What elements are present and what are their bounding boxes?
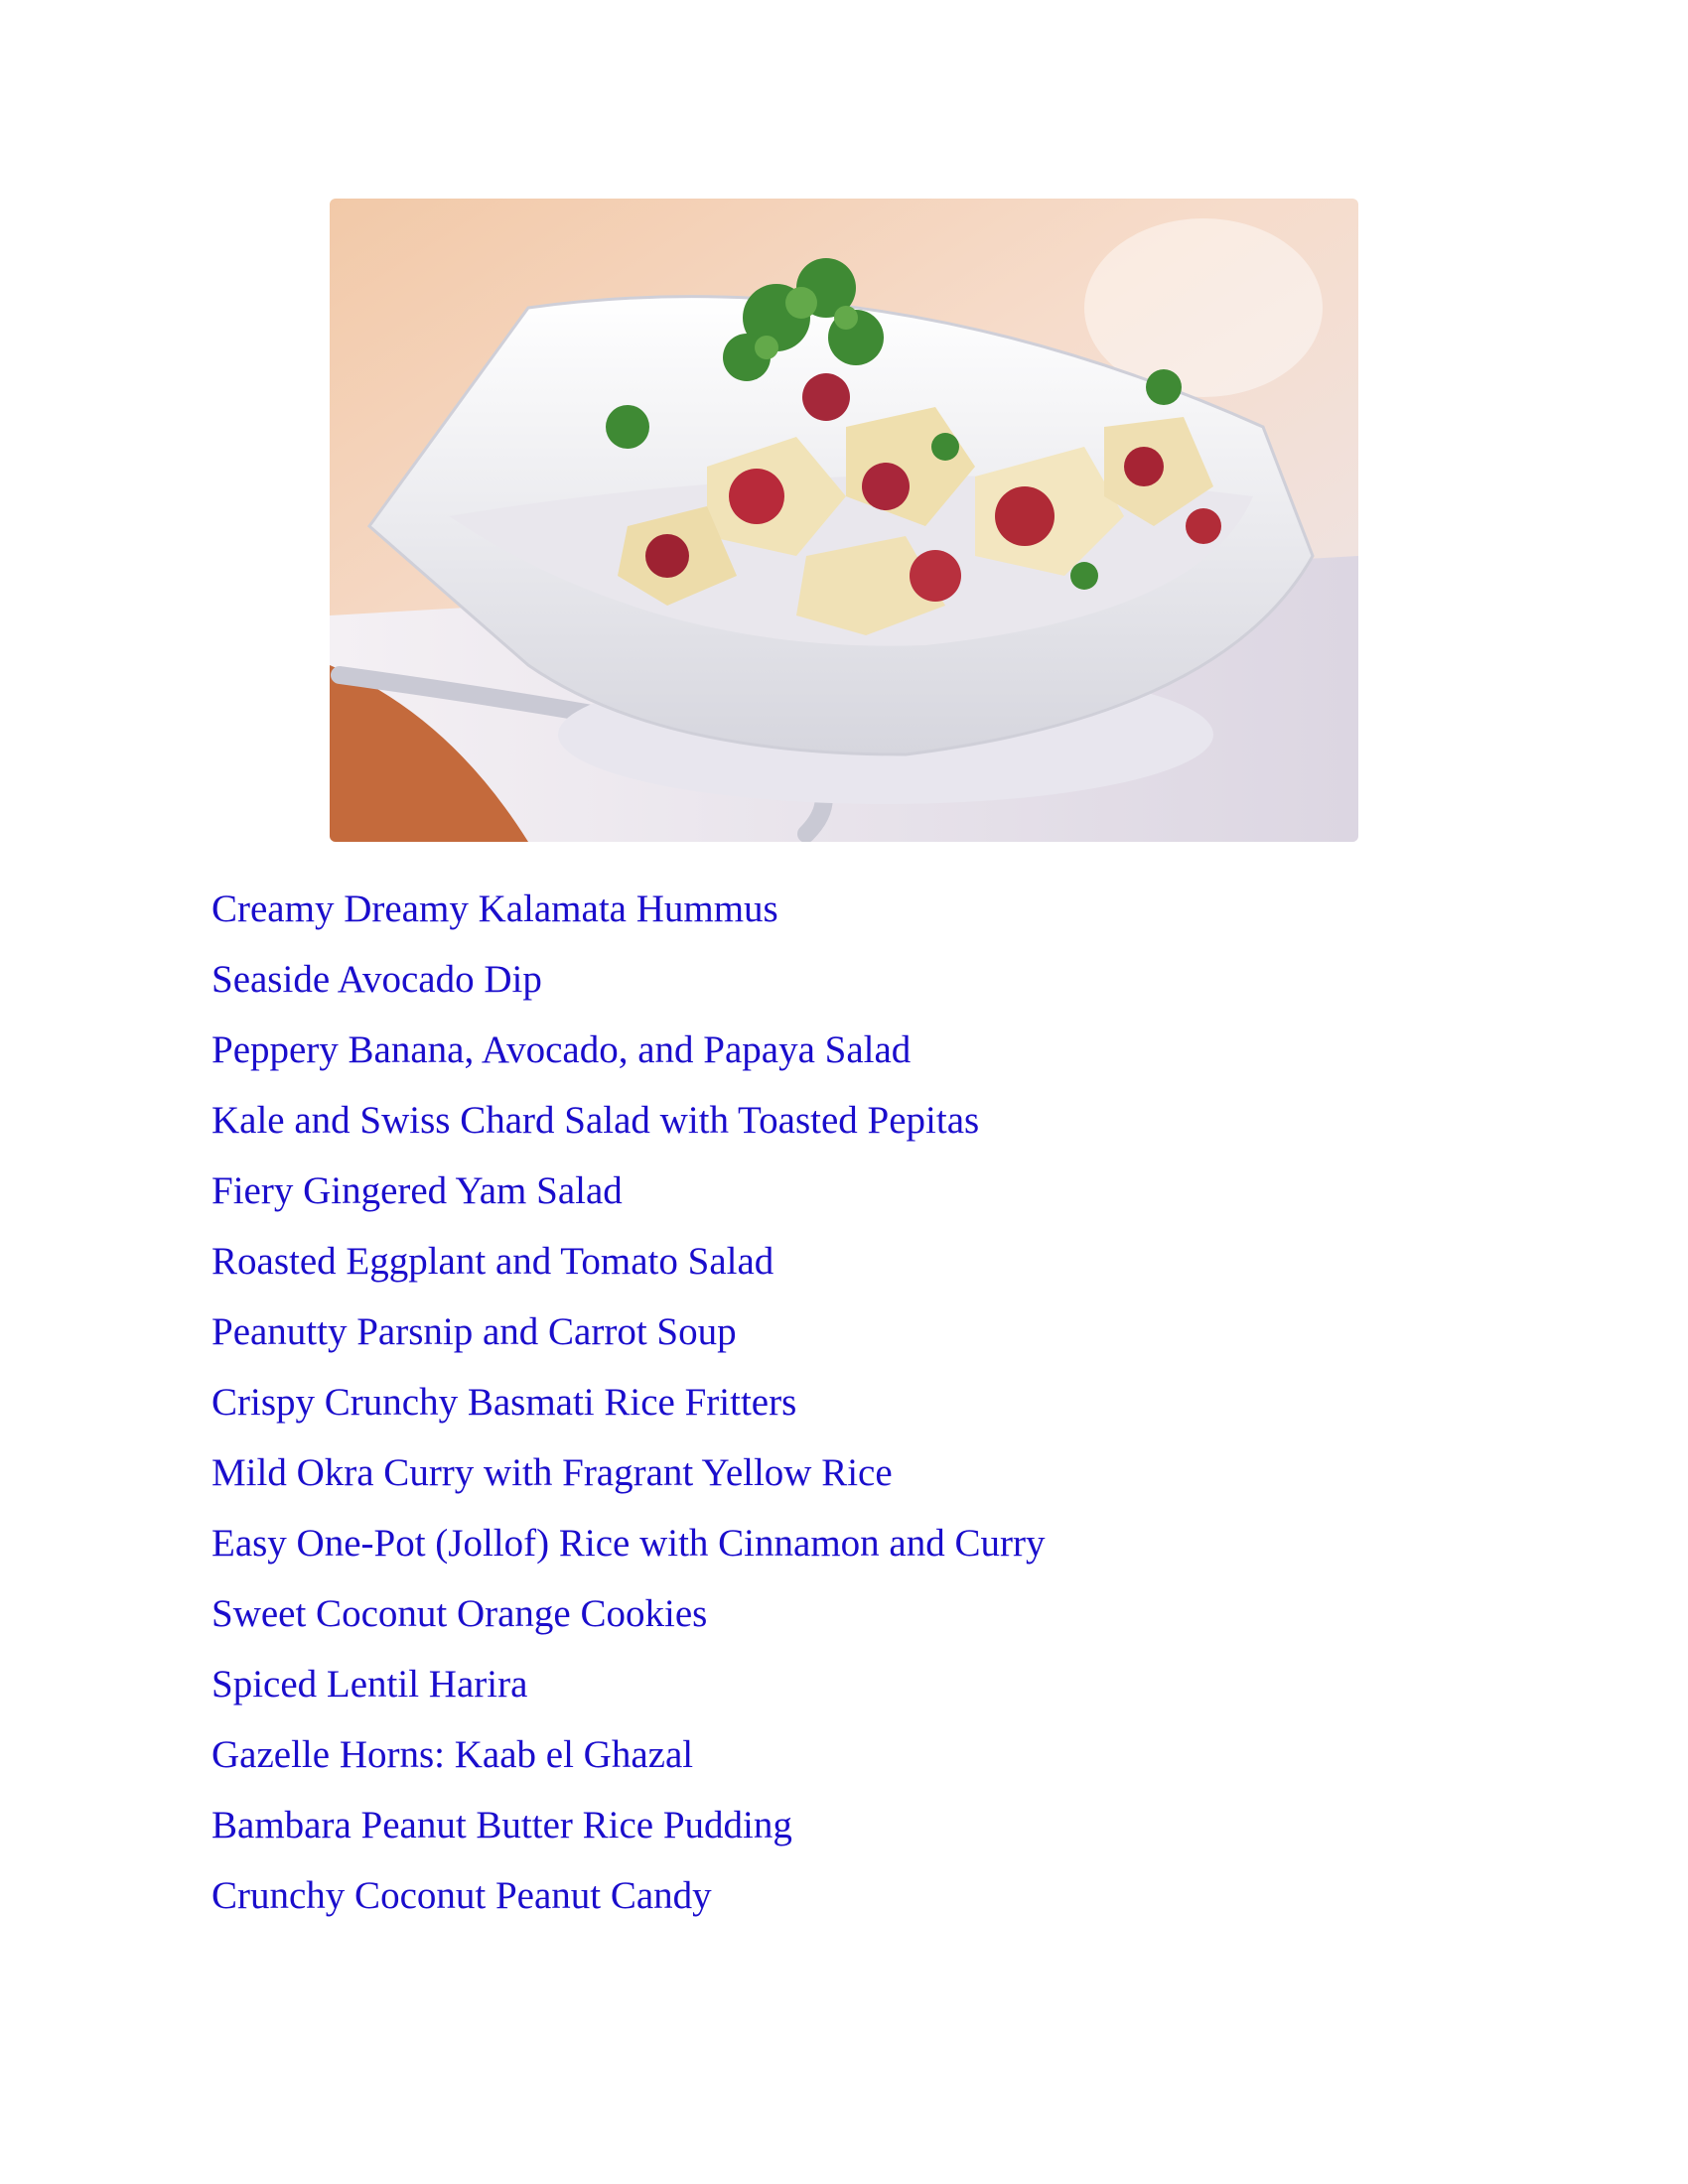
recipe-link[interactable]: Creamy Dreamy Kalamata Hummus [211, 887, 778, 930]
recipe-link[interactable]: Fiery Gingered Yam Salad [211, 1169, 623, 1212]
recipe-link[interactable]: Peppery Banana, Avocado, and Papaya Salad [211, 1028, 912, 1071]
recipe-link[interactable]: Roasted Eggplant and Tomato Salad [211, 1240, 774, 1283]
recipe-link[interactable]: Peanutty Parsnip and Carrot Soup [211, 1310, 737, 1353]
recipe-link[interactable]: Seaside Avocado Dip [211, 958, 542, 1001]
recipe-link[interactable]: Mild Okra Curry with Fragrant Yellow Rice [211, 1451, 893, 1494]
recipe-link[interactable]: Crunchy Coconut Peanut Candy [211, 1874, 712, 1917]
recipe-link[interactable]: Sweet Coconut Orange Cookies [211, 1592, 708, 1635]
recipe-link[interactable]: Easy One-Pot (Jollof) Rice with Cinnamon and Curry [211, 1522, 1046, 1565]
recipe-photo [330, 199, 1358, 842]
recipe-link[interactable]: Spiced Lentil Harira [211, 1663, 528, 1706]
recipe-link[interactable]: Crispy Crunchy Basmati Rice Fritters [211, 1381, 797, 1424]
recipe-link[interactable]: Bambara Peanut Butter Rice Pudding [211, 1804, 792, 1846]
recipe-link[interactable]: Gazelle Horns: Kaab el Ghazal [211, 1733, 694, 1776]
recipe-link-list [211, 878, 1045, 1935]
recipe-link[interactable]: Kale and Swiss Chard Salad with Toasted Pepitas [211, 1099, 980, 1142]
salad-bowl-image [330, 199, 1358, 842]
